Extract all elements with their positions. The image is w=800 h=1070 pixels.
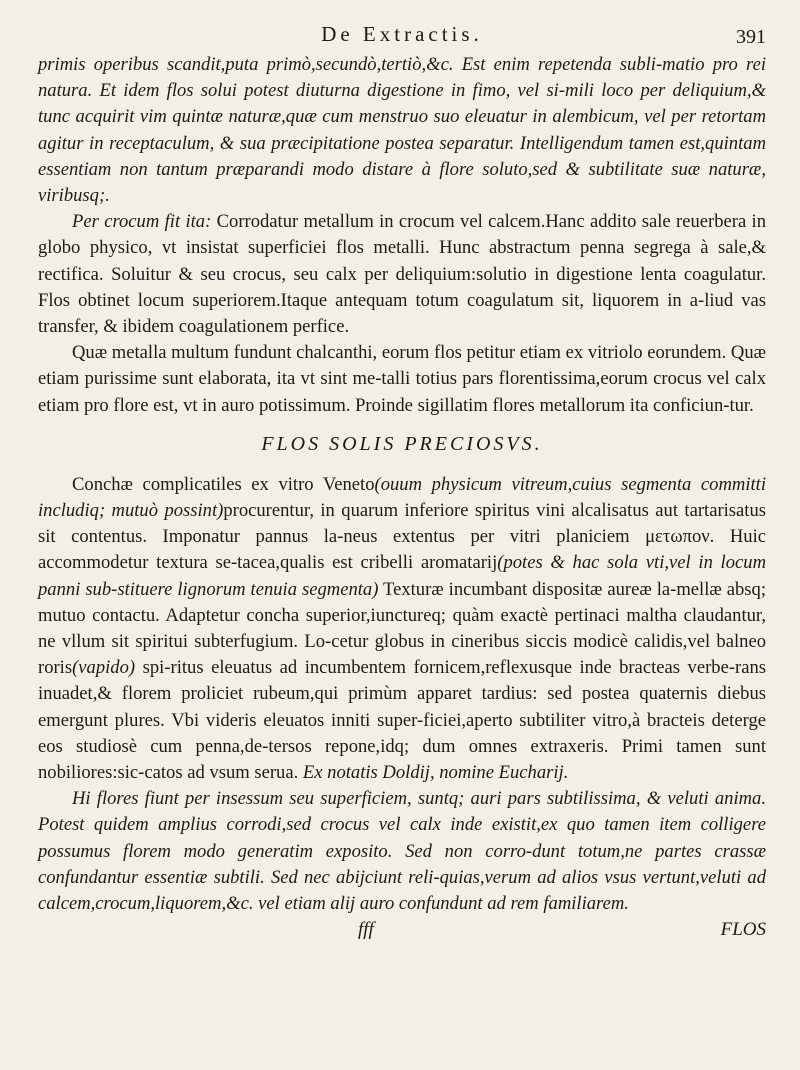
paragraph-sublimation: primis operibus scandit,puta primò,secundò,tertiò,&c. Est enim repetenda subli-matio pro rei natura. Et idem flos solui potest diuturna digestione in fimo, vel si-mili loco per deliquium,& tunc acquirit vim quintæ naturæ,quæ cum menstruo suo eleuatur in alembicum, vel per retortam agitur in receptaculum, & sua præcipitatione postea separatur. Intelligendum tamen est,quintam essentiam non tantum præparandi modo distare à flore soluto,sed & subtilitate suæ naturæ, viribusq;.	[38, 54, 766, 207]
paragraph-crocus	[38, 209, 766, 340]
conchae-text-f: (vapido)	[72, 657, 136, 679]
running-header	[38, 18, 766, 52]
conchae-text-c: procurentur, in quarum inferiore spiritus vini alcalisatus aut tartarisatus sit contentus. Imponatur pannus la-neus extentus per vitri planiciem μετωπον. Huic accommodetur textura se-tacea,qualis est cribelli aromatarij	[38, 500, 766, 574]
section-heading: FLOS SOLIS PRECIOSVS.	[261, 432, 543, 455]
paragraph-crocus-body: Corrodatur metallum in crocum vel calcem.Hanc addito sale reuerbera in globo physico, vt insistat superficiei flos metalli. Hunc abstractum penna segrega à sale,& rectifica. Soluitur & seu crocus, seu calx per deliquium:solutio in digestione lenta coagulatur. Flos obtinet locum superiorem.Itaque antequam totum coagulatum sit, liquorem in a-liud vas transfer, & ibidem coagulationem perfice.	[38, 211, 766, 338]
paragraph-crocus-lead: Per crocum fit ita:	[72, 211, 212, 233]
conchae-source-note: Ex notatis Doldij, nomine Eucharij.	[298, 762, 569, 784]
signature-mark: fff	[358, 919, 374, 941]
running-title: De Extractis.	[321, 22, 483, 46]
conchae-text-a: Conchæ complicatiles ex vitro Veneto	[72, 473, 375, 495]
catchword: FLOS	[720, 919, 766, 941]
paragraph-metalla: Quæ metalla multum fundunt chalcanthi, eorum flos petitur etiam ex vitriolo eorundem. Quæ etiam purissime sunt elaborata, ita vt sint me-talli totius pars florentissima,eorum crocus vel calx etiam pro flore est, vt in auro potissimum. Proinde sigillatim flores metallorum ita conficiun-tur.	[38, 342, 767, 416]
page-footer	[38, 919, 766, 947]
page-number: 391	[736, 26, 766, 48]
paragraph-conchae	[38, 472, 766, 786]
paragraph-flores: Hi flores fiunt per insessum seu superficiem, suntq; auri pars subtilissima, & veluti anima. Potest quidem amplius corrodi,sed crocus vel calx inde existit,ex quo tamen item colligere possumus florem modo generatim exposito. Sed non corro-dunt totum,ne partes crassæ confundantur essentiæ subtili. Sed nec abijciunt reli-quias,verum ad alios vsus vertunt,veluti ad calcem,crocum,liquorem,&c. vel etiam alij auro confundunt ad rem familiarem.	[38, 788, 766, 915]
conchae-text-g: spi-ritus eleuatus ad incumbentem fornicem,reflexusque inde bracteas verbe-rans inuadet,& florem proliciet rubeum,qui primùm apparet tardius: sed postea quaternis diebus emergunt plures. Vbi videris eleuatos inniti super-ficiei,aperto subtiliter vitro,à bracteis deterge eos studiosè cum penna,de-tersos repone,idq; dum omnes extraxeris. Primi tamen sunt nobiliores:sic-catos ad vsum serua.	[38, 657, 766, 784]
conchae-text-d: (potes & hac sola vti,vel in locum panni sub-stituere lignorum tenuia segmenta)	[38, 552, 767, 600]
conchae-text-b: (ouum physicum vitreum,cuius segmenta committi includiq; mutuò possint)	[38, 473, 766, 522]
conchae-text-e: Texturæ incumbant dispositæ aureæ la-mellæ absq; mutuo contactu. Adaptetur concha superior,iunctureq; quàm exactè pertinaci maltha claudantur, ne vllum sit spiritui subterfugium. Lo-cetur globus in cineribus siccis modicè calidis,vel balneo roris	[38, 578, 766, 679]
